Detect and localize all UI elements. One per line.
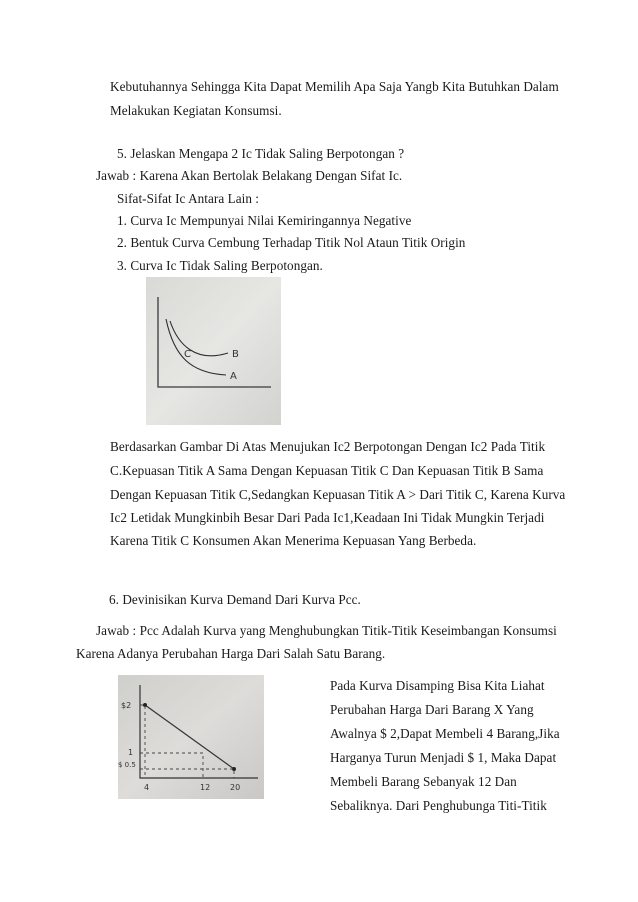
question-6: 6. Devinisikan Kurva Demand Dari Kurva Pcc. bbox=[109, 592, 361, 607]
x-label-1: 4 bbox=[144, 783, 150, 792]
side-text-line-4: Harganya Turun Menjadi $ 1, Maka Dapat bbox=[330, 750, 557, 765]
side-text-line-1: Pada Kurva Disamping Bisa Kita Liahat bbox=[330, 678, 545, 693]
property-item-1: 1. Curva Ic Mempunyai Nilai Kemiringannya Negative bbox=[117, 213, 412, 228]
property-item-3: 3. Curva Ic Tidak Saling Berpotongan. bbox=[117, 258, 323, 273]
curve-label-b: B bbox=[232, 349, 239, 360]
properties-title: Sifat-Sifat Ic Antara Lain : bbox=[117, 191, 260, 206]
x-label-3: 20 bbox=[230, 783, 241, 792]
side-text-line-5: Membeli Barang Sebanyak 12 Dan bbox=[330, 774, 517, 789]
side-text-line-6: Sebaliknya. Dari Penghubunga Titi-Titik bbox=[330, 798, 547, 813]
y-label-top: $2 bbox=[121, 701, 132, 710]
answer-6-line-1: Jawab : Pcc Adalah Kurva yang Menghubungkan Titik-Titik Keseimbangan Konsumsi bbox=[96, 623, 557, 638]
answer-6-line-2: Karena Adanya Perubahan Harga Dari Salah Satu Barang. bbox=[76, 646, 386, 661]
explanation-line-1: Berdasarkan Gambar Di Atas Menujukan Ic2 Berpotongan Dengan Ic2 Pada Titik bbox=[110, 439, 546, 454]
question-5: 5. Jelaskan Mengapa 2 Ic Tidak Saling Berpotongan ? bbox=[117, 146, 405, 161]
side-text-line-2: Perubahan Harga Dari Barang X Yang bbox=[330, 702, 534, 717]
answer-5: Jawab : Karena Akan Bertolak Belakang Dengan Sifat Ic. bbox=[96, 168, 403, 183]
property-item-2: 2. Bentuk Curva Cembung Terhadap Titik Nol Ataun Titik Origin bbox=[117, 235, 466, 250]
side-text-line-3: Awalnya $ 2,Dapat Membeli 4 Barang,Jika bbox=[330, 726, 560, 741]
explanation-line-4: Ic2 Letidak Mungkinbih Besar Dari Pada Ic1,Keadaan Ini Tidak Mungkin Terjadi bbox=[110, 510, 545, 525]
explanation-line-3: Dengan Kepuasan Titik C,Sedangkan Kepuasan Titik A > Dari Titik C, Karena Kurva bbox=[110, 487, 566, 502]
explanation-line-5: Karena Titik C Konsumen Akan Menerima Kepuasan Yang Berbeda. bbox=[110, 533, 477, 548]
curve-label-a: A bbox=[230, 371, 237, 382]
x-label-2: 12 bbox=[200, 783, 211, 792]
curve-label-c: C bbox=[184, 349, 191, 360]
indifference-curve-figure bbox=[146, 277, 281, 425]
y-label-low: $ 0.5 bbox=[118, 761, 136, 769]
demand-curve-figure bbox=[118, 675, 264, 799]
explanation-line-2: C.Kepuasan Titik A Sama Dengan Kepuasan Titik C Dan Kepuasan Titik B Sama bbox=[110, 463, 544, 478]
intro-line-1: Kebutuhannya Sehingga Kita Dapat Memilih Apa Saja Yangb Kita Butuhkan Dalam bbox=[110, 79, 559, 94]
y-label-mid: 1 bbox=[128, 748, 134, 757]
intro-line-2: Melakukan Kegiatan Konsumsi. bbox=[110, 103, 282, 118]
